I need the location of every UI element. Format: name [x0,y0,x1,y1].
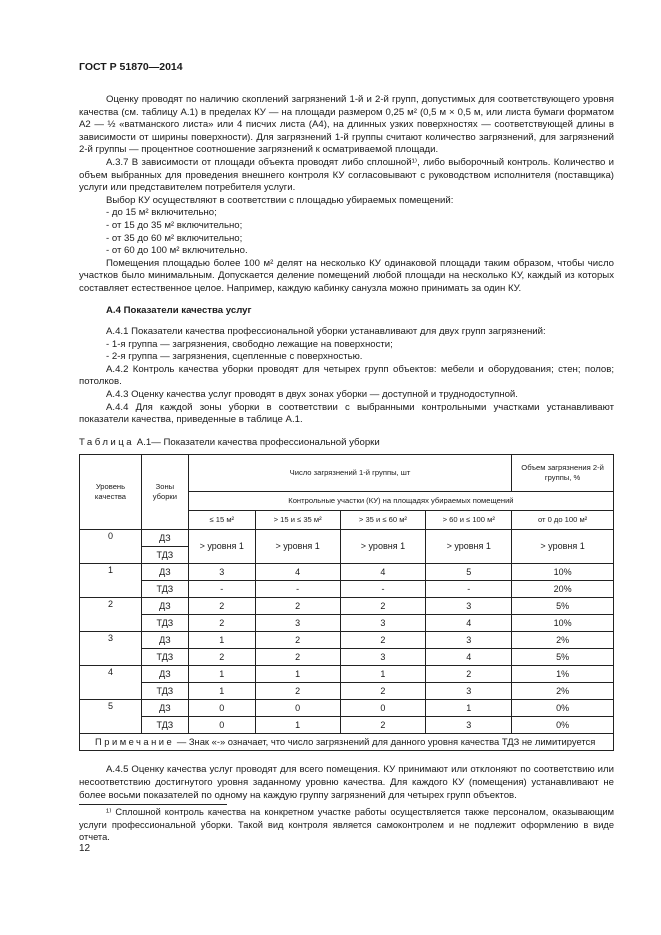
footnote-separator [79,804,227,805]
value-cell: 3 [426,632,512,649]
value-cell: > уровня 1 [426,530,512,564]
paragraph-rooms: Помещения площадью более 100 м² делят на несколько КУ одинаковой площади таким образом, чтобы число участков было минимальным. Допускается деление помещений любой площади на несколько КУ, каждый из которых составляет естественное целое. Например, каждую кабинку санузла можно принимать за один КУ. [79,257,614,294]
list-item-group: - 2-я группа — загрязнения, сцепленные с поверхностью. [106,351,363,363]
value-cell: 3 [426,683,512,700]
zone-cell: ДЗ [141,530,188,547]
value-cell: > уровня 1 [512,530,614,564]
paragraph-a43: А.4.3 Оценку качества услуг проводят в двух зонах уборки — доступной и труднодоступной. [106,389,518,401]
value-cell: 20% [512,581,614,598]
value-cell: > уровня 1 [340,530,426,564]
value-cell: 1 [255,666,340,683]
value-cell: 1% [512,666,614,683]
header-range: ≤ 15 м² [188,511,255,530]
value-cell: 0 [188,717,255,734]
zone-cell: ДЗ [141,700,188,717]
value-cell: 1 [188,632,255,649]
value-cell: 1 [188,666,255,683]
value-cell: 0 [340,700,426,717]
value-cell: 10% [512,564,614,581]
header-control-areas: Контрольные участки (КУ) на площадях убираемых помещений [188,492,613,511]
table-caption-title: — Показатели качества профессиональной уборки [151,436,380,448]
value-cell: 1 [188,683,255,700]
level-cell: 5 [80,700,142,734]
value-cell: 2 [255,598,340,615]
value-cell: 2 [188,649,255,666]
table-row [80,649,614,666]
quality-table [79,454,614,751]
paragraph-a42: А.4.2 Контроль качества уборки проводят для четырех групп объектов: мебели и оборудования; стен; полов; потолков. [79,363,614,388]
value-cell: 2 [188,615,255,632]
value-cell: 4 [426,615,512,632]
value-cell: 2 [255,683,340,700]
value-cell: 0% [512,717,614,734]
table-caption-number: А.1 [136,436,152,448]
table-row [80,700,614,717]
header-level: Уровень качества [80,455,142,530]
value-cell: - [426,581,512,598]
header-range: от 0 до 100 м² [512,511,614,530]
paragraph-assessment: Оценку проводят по наличию скоплений загрязнений 1-й и 2-й групп, допустимых для соответствующего уровня качества (см. таблицу А.1) в пределах КУ — на площади размером 0,25 м² (0,5 м × 0,5 м, или листа бумаги форматом А2 — ½ «ватманского листа» или 4 писчих листа (А4), на длинных узких поверхностях — соответствующей длины в зависимости от ширины поверхности). Для загрязнений 1-й группы считают количество загрязнений, для загрязнений 2-й группы — процентное соотношение загрязнений к осматриваемой площади. [79,94,614,156]
table-row [80,632,614,649]
value-cell: - [188,581,255,598]
value-cell: 2 [188,598,255,615]
value-cell: 5% [512,649,614,666]
table-body [80,564,614,734]
paragraph-a37: А.3.7 В зависимости от площади объекта проводят либо сплошной¹⁾, либо выборочный контроль. Количество и объем выбранных для проведения внешнего контроля КУ согласовывают с руководством исполнителя (поставщика) услуги или представителем потребителя услуги. [79,156,614,194]
header-group1: Число загрязнений 1-й группы, шт [188,455,511,492]
standard-header: ГОСТ Р 51870—2014 [79,61,183,73]
value-cell: 1 [426,700,512,717]
value-cell: 1 [255,717,340,734]
table-row [80,598,614,615]
table-row [80,683,614,700]
value-cell: 3 [340,649,426,666]
main-content [79,94,614,802]
paragraph-a41: А.4.1 Показатели качества профессиональной уборки устанавливают для двух групп загрязнений: [106,326,546,338]
zone-cell: ТДЗ [141,683,188,700]
value-cell: - [255,581,340,598]
table-note [80,734,614,751]
table-row [80,564,614,581]
value-cell: 4 [255,564,340,581]
table-row [80,581,614,598]
value-cell: 10% [512,615,614,632]
list-item-area: - от 60 до 100 м² включительно. [106,245,248,257]
value-cell: 2 [340,683,426,700]
value-cell: 5% [512,598,614,615]
value-cell: 3 [188,564,255,581]
value-cell: 3 [426,598,512,615]
value-cell: 1 [340,666,426,683]
zone-cell: ТДЗ [141,649,188,666]
zone-cell: ТДЗ [141,581,188,598]
paragraph-a45: А.4.5 Оценку качества услуг проводят для всего помещения. КУ принимают или отклоняют по соответствию или несоответствию достигнутого уровня заданному уровню качества. Для каждого КУ (помещения) устанавливают не более восьми показателей по одному на каждую группу загрязнений для четырех групп объектов. [79,764,614,801]
zone-cell: ТДЗ [141,615,188,632]
zone-cell: ДЗ [141,564,188,581]
section-heading: А.4 Показатели качества услуг [106,304,252,316]
list-item-area: - от 35 до 60 м² включительно; [106,232,243,244]
value-cell: 0 [255,700,340,717]
note-label: Примечание [95,736,175,748]
value-cell: 3 [426,717,512,734]
table-row [80,666,614,683]
table-row [80,615,614,632]
zone-cell: ДЗ [141,666,188,683]
value-cell: 2% [512,683,614,700]
value-cell: 2 [340,598,426,615]
level-cell: 0 [80,530,142,564]
zone-cell: ДЗ [141,598,188,615]
zone-cell: ДЗ [141,632,188,649]
value-cell: 3 [340,615,426,632]
value-cell: 2% [512,632,614,649]
header-range: > 35 и ≤ 60 м² [340,511,426,530]
paragraph-choice: Выбор КУ осуществляют в соответствии с площадью убираемых помещений: [106,194,454,206]
value-cell: 4 [426,649,512,666]
zone-cell: ТДЗ [141,717,188,734]
level-cell: 4 [80,666,142,700]
zone-cell: ТДЗ [141,547,188,564]
footnote-text: ¹⁾ Сплошной контроль качества на конкретном участке работы осуществляется также персоналом, оказывающим услуги профессиональной уборки. Такой вид контроля является самоконтролем и не подлежит оформлению в виде отчета. [79,807,614,843]
value-cell: 5 [426,564,512,581]
list-item-group: - 1-я группа — загрязнения, свободно лежащие на поверхности; [106,338,393,350]
value-cell: 0% [512,700,614,717]
header-zones: Зоны уборки [141,455,188,530]
value-cell: 2 [255,632,340,649]
value-cell: 2 [340,717,426,734]
value-cell: 3 [255,615,340,632]
table-caption [79,437,614,450]
value-cell: > уровня 1 [255,530,340,564]
list-item-area: - от 15 до 35 м² включительно; [106,219,243,231]
value-cell: 2 [340,632,426,649]
header-range: > 60 и ≤ 100 м² [426,511,512,530]
value-cell: 2 [426,666,512,683]
value-cell: > уровня 1 [188,530,255,564]
value-cell: 2 [255,649,340,666]
level-cell: 3 [80,632,142,666]
note-text: — Знак «-» означает, что число загрязнений для данного уровня качества ТДЗ не лимитируется [176,736,596,748]
page-number: 12 [79,843,91,854]
header-group2: Объем загрязнения 2-й группы, % [512,455,614,492]
level-cell: 1 [80,564,142,598]
value-cell: 0 [188,700,255,717]
value-cell: 4 [340,564,426,581]
header-range: > 15 и ≤ 35 м² [255,511,340,530]
list-item-area: - до 15 м² включительно; [106,207,217,219]
footnote [79,806,614,844]
value-cell: - [340,581,426,598]
level-cell: 2 [80,598,142,632]
table-caption-label: Таблица [79,436,135,448]
table-row [80,717,614,734]
paragraph-a44: А.4.4 Для каждой зоны уборки в соответствии с выбранными контрольными участками устанавливают показатели качества, приведенные в таблице А.1. [79,401,614,426]
